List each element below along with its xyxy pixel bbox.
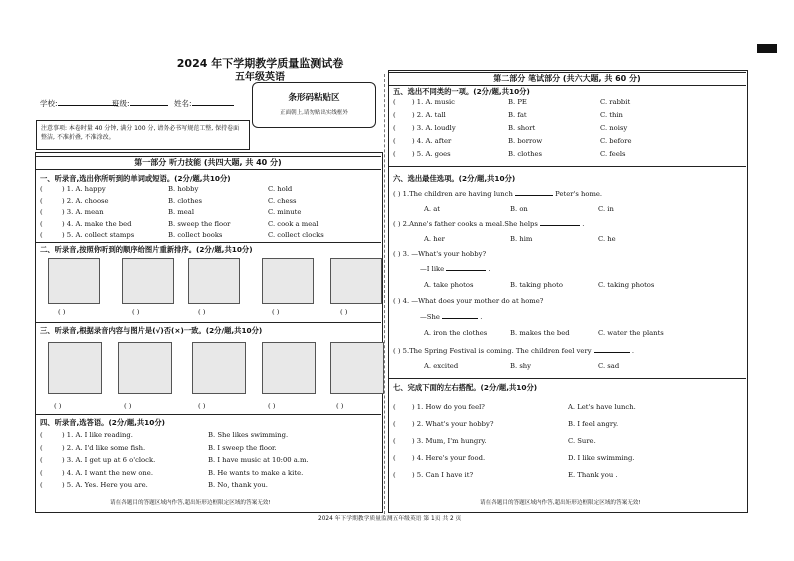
option-a: ) 5. A. collect stamps [62,231,135,239]
barcode-area [252,82,376,128]
class-label: 班级: [112,99,130,108]
section6-title: 六、选出最佳选项。(2分/题,共10分) [393,174,516,183]
name-label: 姓名: [174,99,192,108]
option-a: ) 1. A. music [412,98,455,106]
option-b: B. fat [508,111,527,119]
option-a: ) 5. A. Yes. Here you are. [62,481,148,489]
answer-paren[interactable]: ( [393,98,396,106]
q6-1: ( ) 1.The children are having lunch Peter's home. [393,190,603,198]
answer-paren[interactable]: ( [40,231,43,239]
option-c: C. minute [268,208,302,216]
option-a: ) 2. A. tall [412,111,446,119]
answer-paren[interactable]: ( [393,111,396,119]
option-b[interactable]: B. on [510,205,528,213]
q6-4-answer: —She . [420,313,483,321]
answer-paren[interactable]: ( ) [124,402,132,410]
option-a: ) 2. A. choose [62,196,109,205]
option-a: ) 5. A. goes [412,150,451,158]
section3-title: 三、听录音,根据录音内容与图片是(√)否(×)一致。(2分/题,共10分) [40,326,263,335]
picture-apple [48,258,100,304]
q6-2-blank[interactable] [540,225,580,226]
option-b: B. hobby [168,185,199,193]
answer-paren[interactable]: ( ) [336,402,344,410]
option-a: ) 4. A. I want the new one. [62,468,153,477]
option-b: B. He wants to make a kite. [208,468,304,477]
picture-children [262,342,316,394]
option-c: C. rabbit [600,98,631,106]
q6-3: ( ) 3. —What's your hobby? [393,250,487,258]
exam-subtitle: 五年级英语 [235,72,285,83]
picture-clock [192,342,246,394]
answer-paren[interactable]: ( [393,124,396,132]
option-b[interactable]: B. him [510,235,533,243]
answer-paren[interactable]: ( [393,150,396,158]
option-b[interactable]: B. taking photo [510,281,563,289]
footer-warning-right: 请在各题目的答题区域内作答,超出矩形边框限定区域的答案无效! [480,500,641,506]
option-c: C. noisy [600,124,628,132]
corner-marker [757,44,777,53]
option-a[interactable]: A. her [424,235,445,243]
option-b: B. I sweep the floor. [208,443,277,452]
q6-1-blank[interactable] [515,195,553,196]
answer-paren[interactable]: ( [40,456,43,464]
q6-5: ( ) 5.The Spring Festival is coming. The children feel very . [393,347,635,355]
section5-title: 五、选出不同类的一项。(2分/题,共10分) [393,87,530,96]
option-b: B. clothes [508,150,543,158]
page-footer: 2024 年下学期教学质量监测五年级英语 第 1页 共 2 页 [318,516,462,522]
match-right: B. I feel angry. [568,420,619,428]
option-b: B. She likes swimming. [208,431,289,439]
answer-paren[interactable]: ( ) [268,402,276,410]
section4-divider [35,414,381,415]
option-a[interactable]: A. excited [424,362,459,370]
option-a[interactable]: A. iron the clothes [424,329,488,337]
name-field[interactable] [174,98,234,109]
picture-bread [188,258,240,304]
option-b[interactable]: B. makes the bed [510,329,570,337]
option-a[interactable]: A. take photos [424,281,474,289]
column-divider [384,74,385,514]
picture-girl [330,342,384,394]
option-c[interactable]: C. in [598,205,614,213]
option-a: ) 4. A. after [412,137,452,145]
option-b[interactable]: B. shy [510,362,532,370]
option-c: C. feels [600,150,626,158]
match-left: ) 3. Mum, I'm hungry. [412,437,487,445]
option-b: B. clothes [168,196,203,205]
answer-paren[interactable]: ( [393,137,396,145]
option-a: ) 2. A. I'd like some fish. [62,443,146,452]
answer-paren[interactable]: ( [40,443,43,452]
option-c: C. hold [268,185,293,193]
match-left: ) 4. Here's your food. [412,454,486,462]
section4-title: 四、听录音,选答语。(2分/题,共10分) [40,418,165,427]
class-field[interactable] [112,98,168,109]
notice-text: 注意事项: 本卷时量 40 分钟, 满分 100 分, 请务必书写规范工整, 保持卷面整洁, 不准折叠, 不准涂改。 [41,125,240,141]
match-left: ) 1. How do you feel? [412,403,485,411]
match-left: ) 5. Can I have it? [412,471,474,479]
section1-title: 一、听录音,选出你所听到的单词或短语。(2分/题,共10分) [40,174,231,183]
option-a: ) 1. A. happy [62,185,106,193]
option-b: B. short [508,124,536,132]
answer-paren[interactable]: ( [40,219,43,228]
answer-paren[interactable]: ( [393,420,396,428]
option-b: B. meal [168,208,195,216]
option-c: C. thin [600,111,623,119]
option-c: C. cook a meal [268,219,319,228]
option-c: C. before [600,137,632,145]
match-left: ) 2. What's your hobby? [412,420,494,428]
picture-boy-playing-chess [262,258,314,304]
answer-paren[interactable]: ( ) [272,308,280,316]
answer-paren[interactable]: ( [40,431,43,439]
q6-2: ( ) 2.Anne's father cooks a meal.She helps . [393,220,585,228]
answer-paren[interactable]: ( [40,185,43,193]
option-a: ) 3. A. I get up at 6 o'clock. [62,456,156,464]
section2-title: 二、听录音,按照你听到的顺序给图片重新排序。(2分/题,共10分) [40,245,253,254]
section7-divider [388,378,746,379]
answer-paren[interactable]: ( [393,471,396,479]
match-right: C. Sure. [568,437,596,445]
section6-divider [388,166,746,167]
school-field[interactable] [40,98,118,109]
exam-title: 2024 年下学期教学质量监测试卷 [176,57,344,70]
answer-paren[interactable]: ( [40,468,43,477]
match-right: E. Thank you . [568,471,618,479]
option-a: ) 4. A. make the bed [62,219,132,228]
part2-title: 第二部分 笔试部分 (共六大题, 共 60 分) [388,72,746,86]
answer-paren[interactable]: ( ) [54,402,62,410]
answer-paren[interactable]: ( [40,196,43,205]
option-b: B. PE [508,98,527,106]
option-c: C. collect clocks [268,231,324,239]
answer-paren[interactable]: ( ) [340,308,348,316]
answer-paren[interactable]: ( [393,437,396,445]
barcode-title: 条形码粘贴区 [288,93,340,103]
answer-paren[interactable]: ( [40,481,43,489]
answer-paren[interactable]: ( ) [132,308,140,316]
answer-paren[interactable]: ( ) [198,308,206,316]
school-label: 学校: [40,99,58,108]
option-b: B. I have music at 10:00 a.m. [208,456,309,464]
q6-5-blank[interactable] [594,352,630,353]
option-c[interactable]: C. he [598,235,616,243]
option-c[interactable]: C. taking photos [598,281,655,289]
section2-divider [35,242,381,243]
option-a: ) 1. A. I like reading. [62,431,133,439]
q6-3-answer: —I like . [420,265,491,273]
answer-paren[interactable]: ( ) [58,308,66,316]
picture-book [118,342,172,394]
q6-4-blank[interactable] [442,318,478,319]
barcode-note: 正面朝上,请勿贴出实线框外 [280,110,348,116]
option-b: B. No, thank you. [208,481,268,489]
answer-paren[interactable]: ( [40,208,43,216]
option-b: B. borrow [508,137,543,145]
option-c[interactable]: C. water the plants [598,329,664,337]
match-right: D. I like swimming. [568,454,635,462]
option-c: C. chess [268,196,297,205]
option-a[interactable]: A. at [424,205,441,213]
option-b: B. sweep the floor [168,219,231,228]
option-a: ) 3. A. loudly [412,124,456,132]
option-a: ) 3. A. mean [62,208,104,216]
footer-warning-left: 请在各题目的答题区域内作答,超出矩形边框限定区域的答案无效! [110,500,271,506]
answer-paren[interactable]: ( ) [198,402,206,410]
option-b: B. collect books [168,231,223,239]
part1-title: 第一部分 听力技能 (共四大题, 共 40 分) [35,156,381,170]
picture-man-eating [330,258,382,304]
picture-boy-reading [48,342,102,394]
match-right: A. Let's have lunch. [568,403,636,411]
q6-3-blank[interactable] [446,270,486,271]
picture-boy-playing [122,258,174,304]
section3-divider [35,322,381,323]
section7-title: 七、完成下面的左右搭配。(2分/题,共10分) [393,383,538,392]
answer-paren[interactable]: ( [393,403,396,411]
answer-paren[interactable]: ( [393,454,396,462]
q6-4: ( ) 4. —What does your mother do at home? [393,297,544,305]
notice-box [36,120,250,150]
option-c[interactable]: C. sad [598,362,620,370]
